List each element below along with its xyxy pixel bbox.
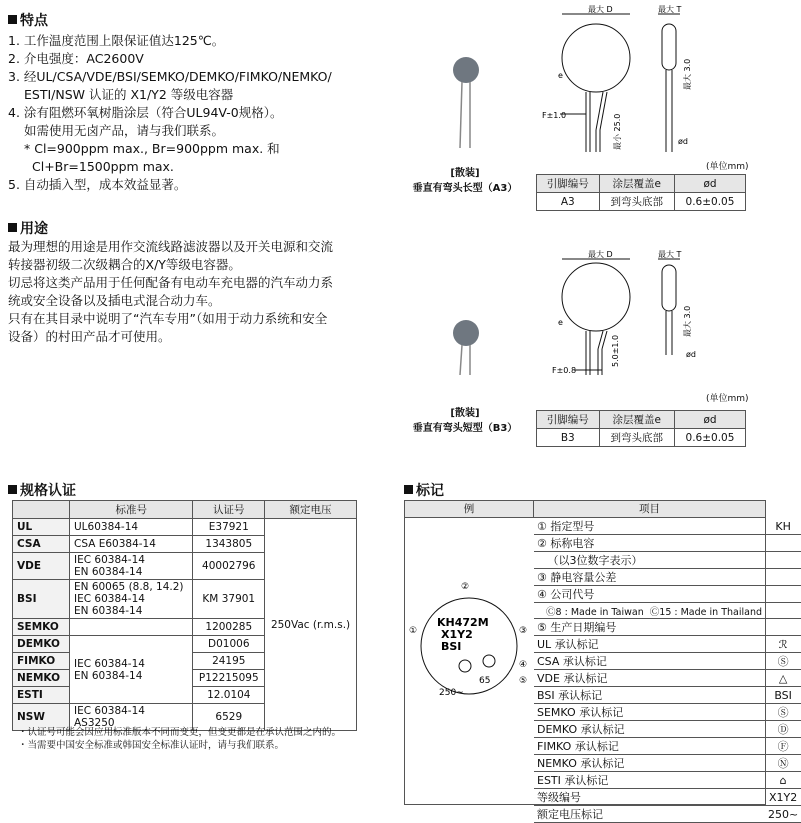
- unit-a: (单位mm): [706, 162, 749, 172]
- features-heading: 特点: [8, 10, 48, 30]
- dim-e-b: e: [558, 318, 563, 327]
- table-row: ③ 静电容量公差: [534, 569, 801, 586]
- unit-b: (单位mm): [706, 394, 749, 404]
- marking-header-items: 项目: [534, 501, 765, 518]
- diagram-b-table: 引脚编号 涂层覆盖e ød B3 到弯头底部 0.6±0.05: [536, 410, 746, 447]
- table-row: （以3位数字表示）: [534, 552, 801, 569]
- usage-line: 最为理想的用途是用作交流线路滤波器以及开关电源和交流: [8, 239, 334, 254]
- dim-t-a: 最大 T: [658, 5, 682, 14]
- table-row: NSW IEC 60384-14 AS3250 6529: [13, 704, 357, 731]
- feature-line: 5. 自动插入型，成本效益显著。: [8, 177, 187, 192]
- table-row: FIMKO 24195: [13, 653, 357, 670]
- table-row: NEMKO 承认标记 Ⓝ: [534, 755, 801, 772]
- feature-line: 4. 涂有阻燃环氧树脂涂层（符合UL94V-0规格）。: [8, 105, 283, 120]
- dim-f-a: F±1.0: [542, 111, 567, 120]
- dim-max3-a: 最大 3.0: [683, 58, 692, 90]
- table-row: ⑤ 生产日期编号: [534, 619, 801, 636]
- feature-line: Cl+Br=1500ppm max.: [32, 159, 174, 174]
- svg-text:⑤: ⑤: [519, 676, 528, 686]
- marking-panel: [404, 500, 799, 821]
- table-row: UL UL60384-14 E37921 250Vac (r.m.s.): [13, 519, 357, 536]
- cert-table: 标准号 认证号 额定电压 UL UL60384-14 E37921 250Vac (r.m.s.) CSA CSA E60384-14 1343805 VDE IEC 60384-14 EN 60384-14 40002796 BSI EN 60065 (8.8, 14.2) IEC 60384-14 EN 60384-14 KM 37901 SEMKO 1200285 DEMKO IEC 60384-14 EN 60384-14 D01006 FIMKO 24195 NEMKO P12215095 ESTI 12.0104 NSW IEC 60384-14 AS3250 6529: [12, 500, 357, 731]
- diagram-b-caption: [散装] 垂直有弯头短型（B3）: [412, 408, 518, 434]
- table-row: VDE IEC 60384-14 EN 60384-14 40002796: [13, 553, 357, 580]
- dim-od-b: ød: [686, 350, 696, 359]
- svg-text:④: ④: [519, 660, 528, 670]
- table-row: FIMKO 承认标记 Ⓕ: [534, 738, 801, 755]
- dim-t-b: 最大 T: [658, 250, 682, 259]
- table-row: CSA CSA E60384-14 1343805: [13, 536, 357, 553]
- usage-line: 切忌将这类产品用于任何配备有电动车充电器的汽车动力系: [8, 275, 334, 290]
- table-row: DEMKO 承认标记 Ⓓ: [534, 721, 801, 738]
- dim-od-a: ød: [678, 137, 688, 146]
- diagram-b: [400, 245, 775, 405]
- dim-f-b: F±0.8: [552, 366, 577, 375]
- table-row: ESTI 承认标记 ⌂: [534, 772, 801, 789]
- usage-line: 只有在其目录中说明了“汽车专用”（如用于动力系统和安全: [8, 311, 328, 326]
- diagram-a-caption: [散装] 垂直有弯头长型（A3）: [412, 168, 518, 194]
- usage-heading: 用途: [8, 218, 48, 238]
- marking-heading: 标记: [404, 480, 444, 500]
- cert-heading: 规格认证: [8, 480, 76, 500]
- svg-text:250~: 250~: [439, 688, 464, 698]
- dim-len-b: 5.0±1.0: [611, 334, 620, 367]
- diagram-a: [400, 0, 775, 180]
- svg-text:X1Y2: X1Y2: [441, 628, 473, 641]
- svg-text:KH472M: KH472M: [437, 616, 489, 629]
- feature-line: 3. 经UL/CSA/VDE/BSI/SEMKO/DEMKO/FIMKO/NEMKO/: [8, 69, 332, 84]
- table-row: 额定电压标记 250~: [534, 806, 801, 823]
- cert-notes: ・认证号可能会因应用标准版本不同而变更，但变更都是在承认范围之内的。 ・当需要中国安全标准或韩国安全标准认证时，请与我们联系。: [18, 727, 342, 751]
- table-row: UL 承认标记 ℛ: [534, 636, 801, 653]
- table-row: B3 到弯头底部 0.6±0.05: [537, 429, 746, 447]
- table-row: VDE 承认标记 △: [534, 670, 801, 687]
- table-row: ESTI 12.0104: [13, 687, 357, 704]
- diagram-a-table: 引脚编号 涂层覆盖e ød A3 到弯头底部 0.6±0.05: [536, 174, 746, 211]
- table-row: ④ 公司代号: [534, 586, 801, 603]
- usage-line: 设备）的村田产品才可使用。: [8, 329, 171, 344]
- feature-line: ESTI/NSW 认证的 X1/Y2 等级电容器: [24, 87, 234, 102]
- table-row: A3 到弯头底部 0.6±0.05: [537, 193, 746, 211]
- table-row: ② 标称电容: [534, 535, 801, 552]
- feature-line: * Cl=900ppm max., Br=900ppm max. 和: [24, 141, 280, 156]
- svg-text:③: ③: [519, 626, 528, 636]
- feature-line: 1. 工作温度范围上限保证值达125℃。: [8, 33, 225, 48]
- table-row: SEMKO 1200285: [13, 619, 357, 636]
- svg-text:65: 65: [479, 676, 491, 686]
- table-row: ① 指定型号 KH: [534, 518, 801, 535]
- feature-line: 2. 介电强度：AC2600V: [8, 51, 144, 66]
- table-row: Ⓒ8 : Made in Taiwan Ⓒ15 : Made in Thailand: [534, 603, 801, 619]
- marking-header-example: 例: [405, 501, 534, 518]
- usage-text: [8, 238, 333, 346]
- table-row: 等级编号 X1Y2: [534, 789, 801, 806]
- dim-d-b: 最大 D: [588, 250, 613, 259]
- marking-example: [405, 571, 533, 711]
- feature-line: 如需使用无卤产品，请与我们联系。: [24, 123, 225, 138]
- usage-line: 统或安全设备以及插电式混合动力车。: [8, 293, 221, 308]
- capacitor-photo-b: [453, 320, 479, 375]
- marking-table: [534, 518, 801, 823]
- table-row: BSI EN 60065 (8.8, 14.2) IEC 60384-14 EN 60384-14 KM 37901: [13, 580, 357, 619]
- dim-max3-b: 最大 3.0: [683, 305, 692, 337]
- svg-text:BSI: BSI: [441, 640, 462, 653]
- svg-text:②: ②: [461, 582, 470, 592]
- features-list: [8, 32, 332, 194]
- table-row: DEMKO IEC 60384-14 EN 60384-14 D01006: [13, 636, 357, 653]
- dim-e-a: e: [558, 71, 563, 80]
- capacitor-photo-a: [453, 57, 479, 148]
- dim-len-a: 最小 25.0: [613, 113, 622, 150]
- table-row: BSI 承认标记 BSI: [534, 687, 801, 704]
- table-row: CSA 承认标记 Ⓢ: [534, 653, 801, 670]
- table-row: SEMKO 承认标记 Ⓢ: [534, 704, 801, 721]
- dim-d-a: 最大 D: [588, 5, 613, 14]
- table-row: NEMKO P12215095: [13, 670, 357, 687]
- svg-text:①: ①: [409, 626, 418, 636]
- usage-line: 转接器初级二次级耦合的X/Y等级电容器。: [8, 257, 241, 272]
